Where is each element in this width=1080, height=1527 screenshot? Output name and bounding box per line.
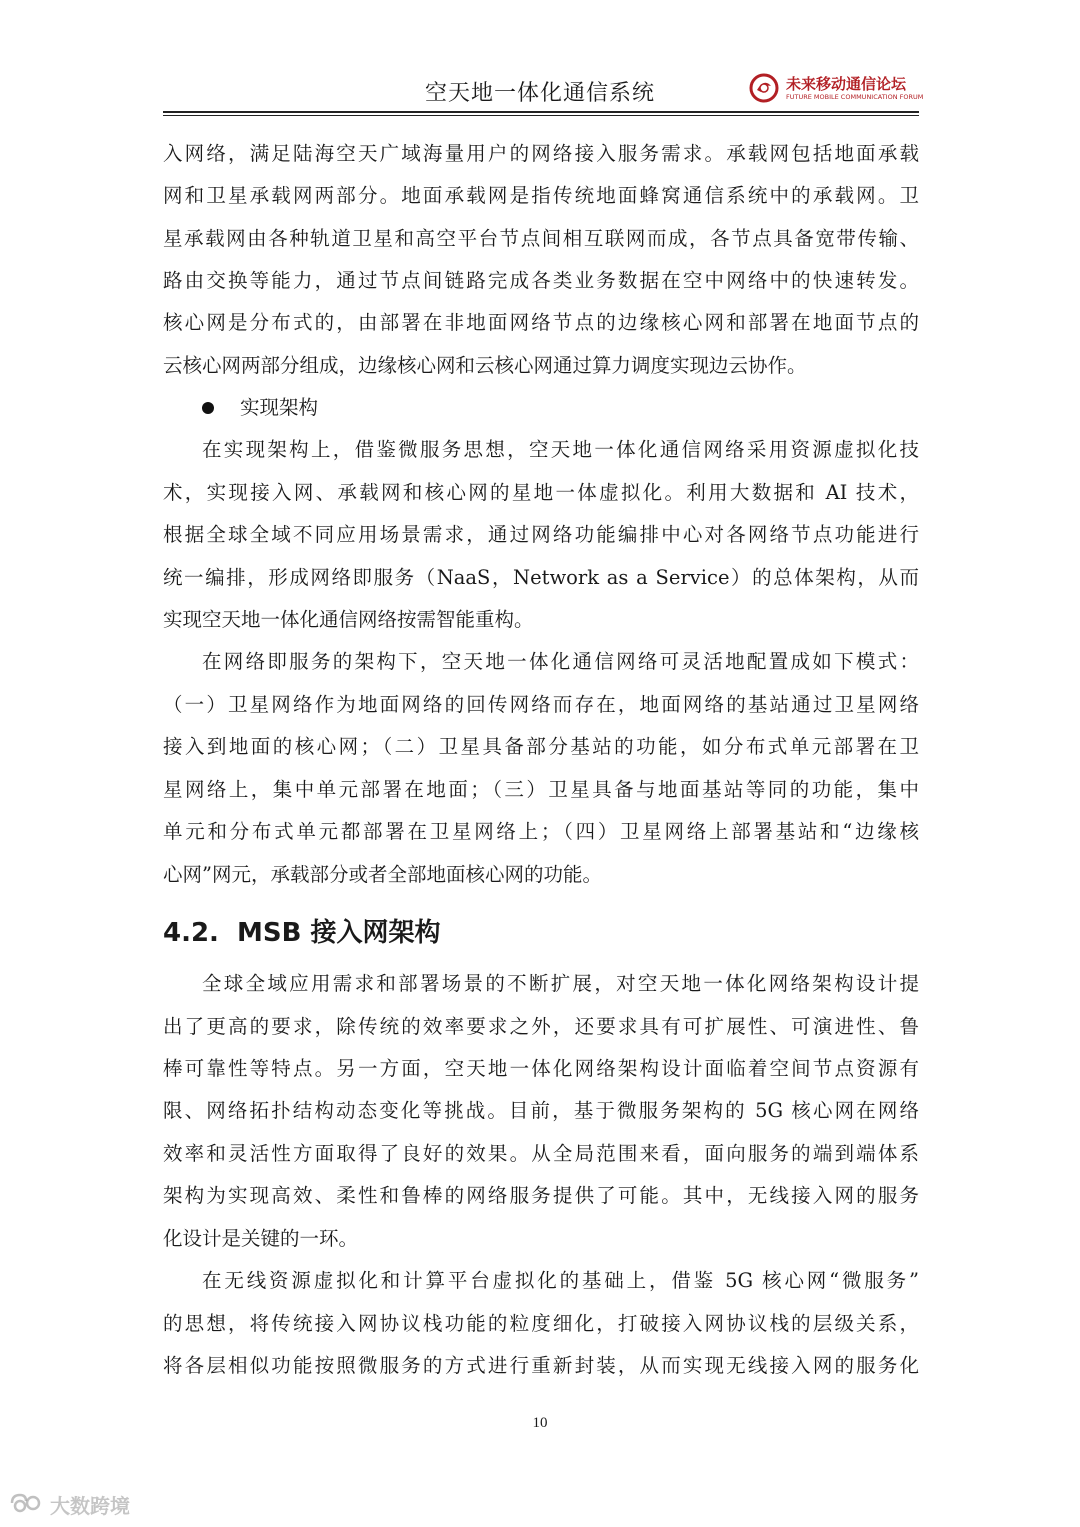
forum-logo-icon bbox=[748, 72, 780, 104]
page-number: 10 bbox=[532, 1415, 548, 1431]
watermark-text: 大数跨境 bbox=[50, 1494, 130, 1518]
text-line: 的思想，将传统接入网协议栈功能的粒度细化，打破接入网协议栈的层级关系， bbox=[163, 1312, 919, 1335]
text-line: 全球全域应用需求和部署场景的不断扩展，对空天地一体化网络架构设计提 bbox=[202, 972, 919, 995]
text-line: 在无线资源虚拟化和计算平台虚拟化的基础上，借鉴 5G 核心网“微服务” bbox=[202, 1269, 919, 1292]
text-line: 将各层相似功能按照微服务的方式进行重新封装，从而实现无线接入网的服务化 bbox=[163, 1354, 919, 1377]
header-rule-thin bbox=[163, 115, 919, 116]
forum-logo bbox=[748, 72, 923, 106]
text-line: （一）卫星网络作为地面网络的回传网络而存在，地面网络的基站通过卫星网络 bbox=[163, 693, 919, 716]
text-line: 实现空天地一体化通信网络按需智能重构。 bbox=[163, 608, 534, 631]
running-header-title: 空天地一体化通信系统 bbox=[424, 81, 655, 106]
text-line: 路由交换等能力，通过节点间链路完成各类业务数据在空中网络中的快速转发。 bbox=[163, 269, 919, 292]
section-number: 4.2. bbox=[163, 918, 219, 948]
bullet-icon bbox=[202, 402, 214, 414]
text-line: 棒可靠性等特点。另一方面，空天地一体化网络架构设计面临着空间节点资源有 bbox=[163, 1057, 919, 1080]
logo-english-name: FUTURE MOBILE COMMUNICATION FORUM bbox=[786, 93, 924, 101]
text-line: 在实现架构上，借鉴微服务思想，空天地一体化通信网络采用资源虚拟化技 bbox=[202, 438, 919, 461]
text-line: 出了更高的要求，除传统的效率要求之外，还要求具有可扩展性、可演进性、鲁 bbox=[163, 1015, 919, 1038]
bullet-heading: 实现架构 bbox=[240, 396, 319, 419]
section-title: MSB 接入网架构 bbox=[237, 918, 441, 948]
text-line: 入网络，满足陆海空天广域海量用户的网络接入服务需求。承载网包括地面承载 bbox=[163, 142, 919, 165]
text-line: 统一编排，形成网络即服务（NaaS，Network as a Service）的总体架构，从而 bbox=[163, 566, 919, 589]
section-heading bbox=[163, 913, 440, 953]
text-line: 心网”网元，承载部分或者全部地面核心网的功能。 bbox=[163, 863, 602, 886]
logo-chinese-name: 未来移动通信论坛 bbox=[786, 75, 907, 93]
text-line: 星承载网由各种轨道卫星和高空平台节点间相互联网而成，各节点具备宽带传输、 bbox=[163, 227, 919, 250]
watermark-icon bbox=[8, 1492, 42, 1514]
text-line: 根据全球全域不同应用场景需求，通过网络功能编排中心对各网络节点功能进行 bbox=[163, 523, 919, 546]
text-line: 云核心网两部分组成，边缘核心网和云核心网通过算力调度实现边云协作。 bbox=[163, 354, 807, 377]
header-rule bbox=[163, 111, 919, 113]
text-line: 星网络上，集中单元部署在地面；（三）卫星具备与地面基站等同的功能，集中 bbox=[163, 778, 919, 801]
text-line: 架构为实现高效、柔性和鲁棒的网络服务提供了可能。其中，无线接入网的服务 bbox=[163, 1184, 919, 1207]
text-line: 术，实现接入网、承载网和核心网的星地一体虚拟化。利用大数据和 AI 技术， bbox=[163, 481, 919, 504]
text-line: 网和卫星承载网两部分。地面承载网是指传统地面蜂窝通信系统中的承载网。卫 bbox=[163, 184, 919, 207]
text-line: 单元和分布式单元都部署在卫星网络上；（四）卫星网络上部署基站和“边缘核 bbox=[163, 820, 919, 843]
text-line: 化设计是关键的一环。 bbox=[163, 1227, 359, 1250]
text-line: 核心网是分布式的，由部署在非地面网络节点的边缘核心网和部署在地面节点的 bbox=[163, 311, 919, 334]
text-line: 接入到地面的核心网；（二）卫星具备部分基站的功能，如分布式单元部署在卫 bbox=[163, 735, 919, 758]
text-line: 限、网络拓扑结构动态变化等挑战。目前，基于微服务架构的 5G 核心网在网络 bbox=[163, 1099, 919, 1122]
text-line: 在网络即服务的架构下，空天地一体化通信网络可灵活地配置成如下模式： bbox=[202, 650, 919, 673]
text-line: 效率和灵活性方面取得了良好的效果。从全局范围来看，面向服务的端到端体系 bbox=[163, 1142, 919, 1165]
